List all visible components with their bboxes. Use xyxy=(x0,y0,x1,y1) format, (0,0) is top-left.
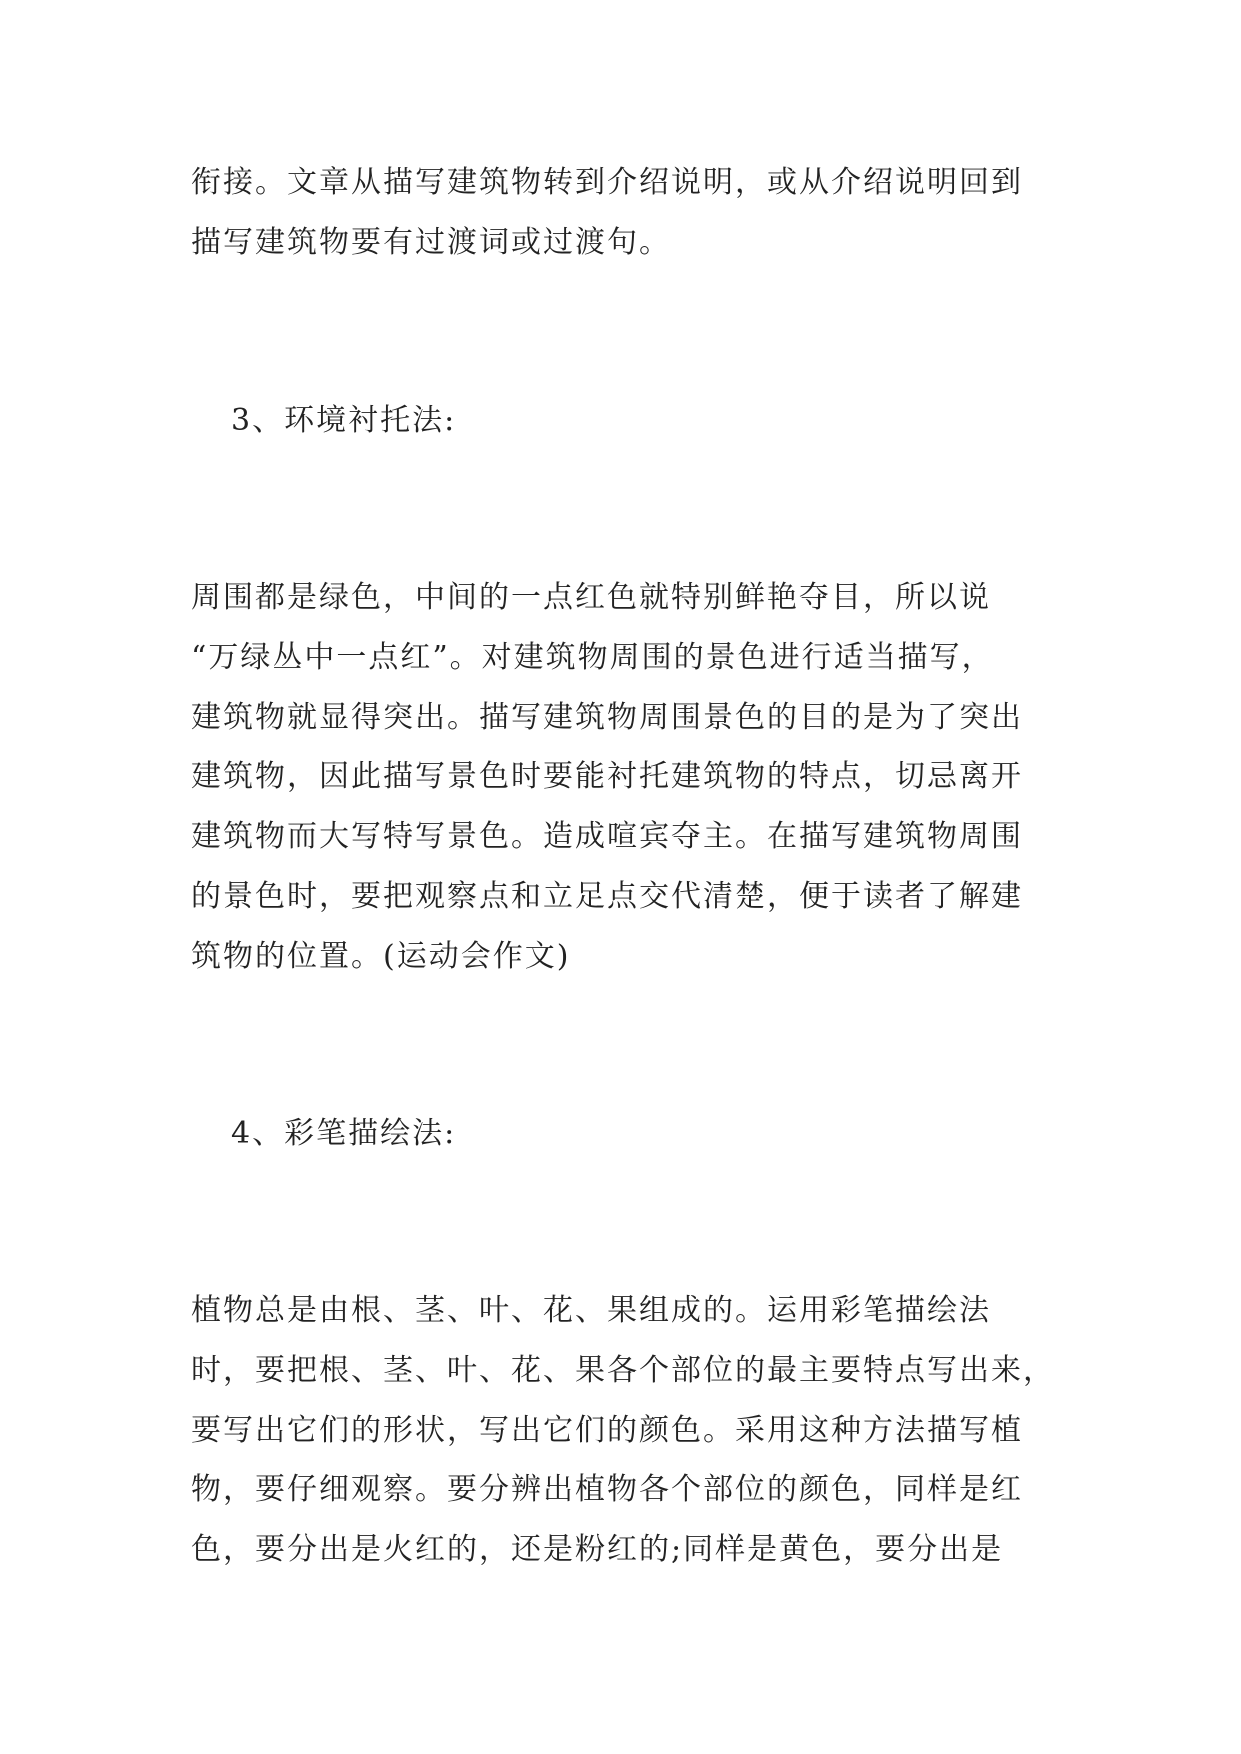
paragraph-2-line-6: 的景色时，要把观察点和立足点交代清楚，便于读者了解建 xyxy=(191,879,1023,914)
section-heading-4: 4、彩笔描绘法: xyxy=(231,1116,457,1151)
paragraph-3-line-5: 色，要分出是火红的，还是粉红的;同样是黄色，要分出是 xyxy=(191,1532,1004,1567)
paragraph-2-line-3: 建筑物就显得突出。描写建筑物周围景色的目的是为了突出 xyxy=(191,700,1023,735)
paragraph-3-line-3: 要写出它们的形状，写出它们的颜色。采用这种方法描写植 xyxy=(191,1413,1023,1448)
section-heading-3: 3、环境衬托法: xyxy=(231,403,457,438)
paragraph-1-line-1: 衔接。文章从描写建筑物转到介绍说明，或从介绍说明回到 xyxy=(191,165,1023,200)
paragraph-2-line-1: 周围都是绿色，中间的一点红色就特别鲜艳夺目，所以说 xyxy=(191,580,991,615)
paragraph-1-line-2: 描写建筑物要有过渡词或过渡句。 xyxy=(191,225,671,260)
paragraph-2-line-4: 建筑物，因此描写景色时要能衬托建筑物的特点，切忌离开 xyxy=(191,759,1023,794)
paragraph-3-line-1: 植物总是由根、茎、叶、花、果组成的。运用彩笔描绘法 xyxy=(191,1293,991,1328)
paragraph-3-line-4: 物，要仔细观察。要分辨出植物各个部位的颜色，同样是红 xyxy=(191,1472,1023,1507)
paragraph-2-line-2: “万绿丛中一点红”。对建筑物周围的景色进行适当描写， xyxy=(191,640,994,675)
paragraph-2-line-5: 建筑物而大写特写景色。造成喧宾夺主。在描写建筑物周围 xyxy=(191,819,1023,854)
paragraph-3-line-2: 时，要把根、茎、叶、花、果各个部位的最主要特点写出来， xyxy=(191,1353,1055,1388)
paragraph-2-line-7: 筑物的位置。(运动会作文) xyxy=(191,939,571,974)
